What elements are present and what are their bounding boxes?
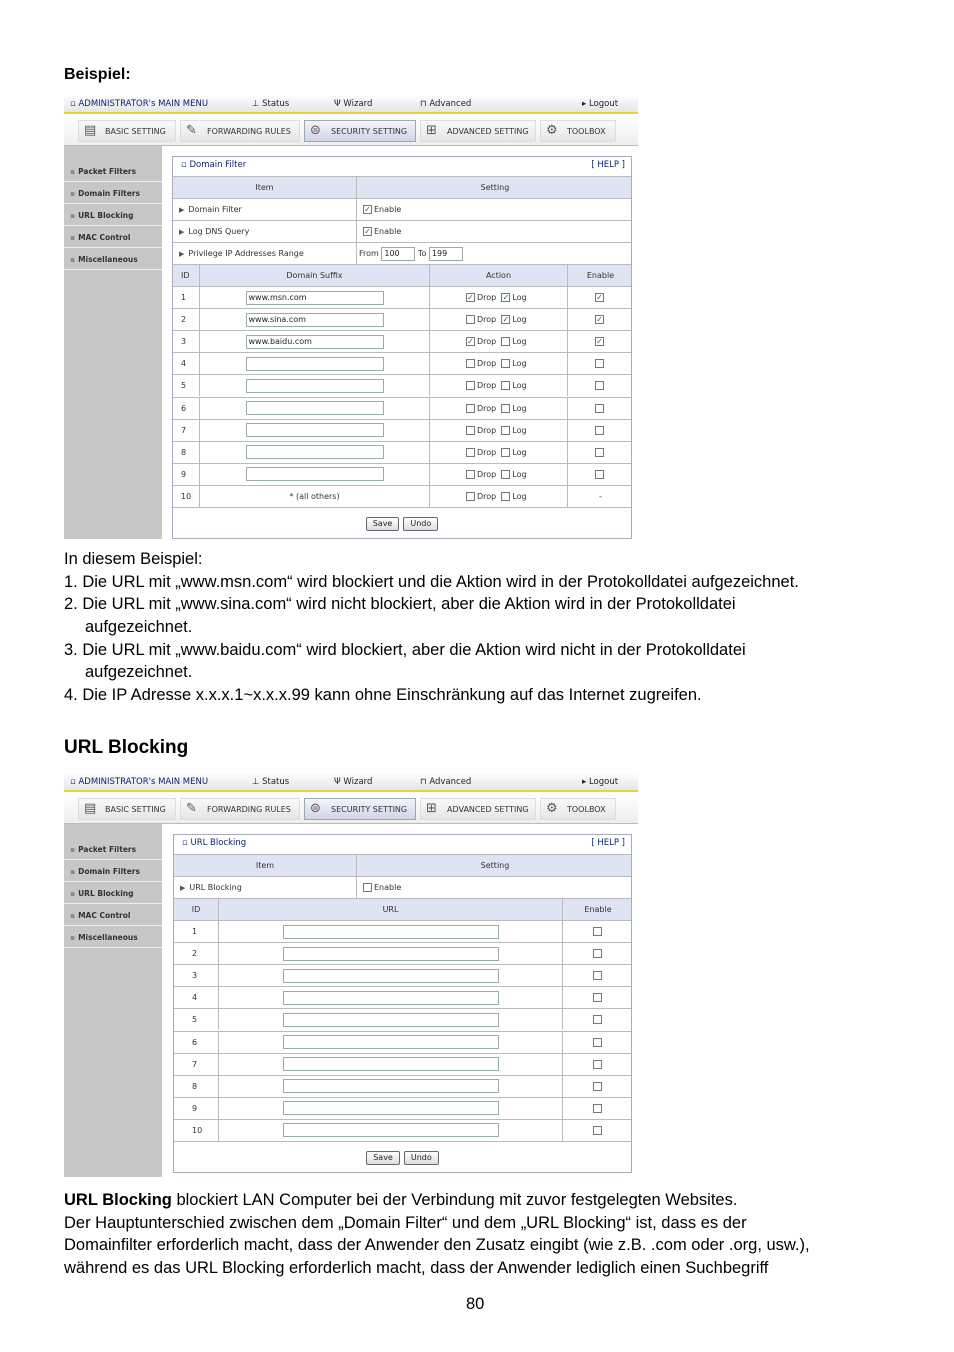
setting-row-domain-filter: ▶ Domain Filter ✓ Enable [173,198,631,220]
tab-toolbox[interactable]: ⚙ TOOLBOX [540,120,616,142]
url-blocking-description-line-4: während es das URL Blocking erforderlich macht, dass der Anwender lediglich einen Suchbegriff [64,1259,769,1277]
sidebar-item-domain-filters[interactable]: ▪ Domain Filters [64,861,162,882]
enable-checkbox[interactable] [593,1015,602,1024]
table-row: 3 www.baidu.com ✓ Drop Log ✓ [173,330,631,352]
enable-checkbox[interactable] [595,404,604,413]
tab-forwarding-rules[interactable]: ✎ FORWARDING RULES [180,798,300,820]
sidebar-item-miscellaneous[interactable]: ▪ Miscellaneous [64,249,162,270]
advanced-link[interactable]: ⊓ Advanced [420,99,472,109]
enable-checkbox[interactable] [595,448,604,457]
log-dns-enable-checkbox[interactable]: ✓ [364,227,371,236]
advanced-link[interactable]: ⊓ Advanced [420,777,472,787]
forwarding-icon: ✎ [186,123,197,138]
advanced-icon: ⊓ [420,99,427,109]
enable-checkbox[interactable] [593,1082,602,1091]
enable-checkbox[interactable] [595,359,604,368]
domain-suffix-input[interactable] [246,467,384,481]
sidebar-item-url-blocking[interactable]: ▪ URL Blocking [64,205,162,226]
router-sidebar [64,146,162,539]
arrow-icon: ▶ [179,205,185,214]
arrow-icon: ▶ [179,249,185,258]
table-row: 3 [174,964,631,986]
beispiel-item-4: 4. Die IP Adresse x.x.x.1~x.x.x.99 kann ohne Einschränkung auf das Internet zugreifen. [64,686,702,704]
settings-header-row: Item Setting [174,854,631,876]
url-blocking-description-line-2: Der Hauptunterschied zwischen dem „Domain Filter“ und dem „URL Blocking“ ist, dass es der [64,1214,747,1232]
table-row: 10 * (all others) Drop Log - [173,485,631,507]
url-blocking-panel [173,834,632,1173]
sidebar-item-url-blocking[interactable]: ▪ URL Blocking [64,883,162,904]
url-input[interactable] [283,969,499,983]
domain-suffix-input[interactable] [246,357,384,371]
url-input[interactable] [283,1035,499,1049]
table-row: 7 Drop Log [173,419,631,441]
security-icon: ⊜ [310,123,321,138]
security-icon: ⊜ [310,801,321,816]
table-row: 4 [174,986,631,1008]
button-row [173,507,631,540]
setting-row-log-dns: ▶ Log DNS Query ✓ Enable [173,220,631,242]
folder-icon: ▤ [84,123,97,138]
save-button[interactable]: Save [366,1151,400,1165]
folder-icon: ▤ [84,801,97,816]
beispiel-intro: In diesem Beispiel: [64,550,203,568]
beispiel-item-3-cont: aufgezeichnet. [85,663,193,681]
domain-suffix-input[interactable]: www.msn.com [246,291,384,305]
admin-menu-link[interactable]: ▫ ADMINISTRATOR's MAIN MENU [70,99,209,109]
router-sidebar [64,824,162,1177]
beispiel-item-3: 3. Die URL mit „www.baidu.com“ wird blockiert, aber die Aktion wird nicht in der Protokolldatei [64,641,746,659]
item-header: Item [255,183,274,192]
toolbox-icon: ⚙ [546,123,558,138]
drop-checkbox[interactable] [466,315,475,324]
sidebar-item-miscellaneous[interactable]: ▪ Miscellaneous [64,927,162,948]
status-link[interactable]: ⊥ Status [252,99,290,109]
status-icon: ⊥ [252,99,260,109]
drop-checkbox[interactable] [466,426,475,435]
log-checkbox[interactable]: ✓ [502,293,510,302]
enable-checkbox[interactable] [593,1038,602,1047]
domain-suffix-input[interactable] [246,401,384,415]
table-row: 1 www.msn.com ✓ Drop ✓ Log ✓ [173,286,631,308]
url-input[interactable] [283,1013,499,1027]
beispiel-item-2: 2. Die URL mit „www.sina.com“ wird nicht blockiert, aber die Aktion wird in der Protokolldatei [64,595,736,613]
setting-row-privilege-ip: ▶ Privilege IP Addresses Range From 100 To 199 [173,242,631,264]
url-input[interactable] [283,1101,499,1115]
domain-suffix-input[interactable] [246,379,384,393]
log-checkbox[interactable] [501,359,510,368]
router-tabs [64,116,638,146]
logout-link[interactable]: ▸ Logout [582,99,619,109]
heading-url-blocking: URL Blocking [64,737,189,758]
wizard-icon: Ψ [334,99,341,109]
enable-checkbox[interactable] [593,1104,602,1113]
sidebar-item-mac-control[interactable]: ▪ MAC Control [64,227,162,248]
url-input[interactable] [283,947,499,961]
drop-checkbox[interactable] [466,359,475,368]
tab-advanced-setting[interactable]: ⊞ ADVANCED SETTING [420,798,536,820]
router-topbar [64,96,638,114]
table-row: 8 Drop Log [173,441,631,463]
advanced-setting-icon: ⊞ [426,801,437,816]
url-input[interactable] [283,1079,499,1093]
settings-header-row [173,176,631,198]
wizard-link[interactable]: Ψ Wizard [334,99,373,109]
sidebar-item-mac-control[interactable]: ▪ MAC Control [64,905,162,926]
beispiel-item-2-cont: aufgezeichnet. [85,618,193,636]
domain-suffix-input[interactable] [246,423,384,437]
log-checkbox[interactable] [501,337,510,346]
log-checkbox[interactable] [501,448,510,457]
enable-checkbox[interactable] [593,1060,602,1069]
log-checkbox[interactable] [501,381,510,390]
logout-link[interactable]: ▸ Logout [582,777,619,787]
table-row: 1 [174,920,631,942]
url-input[interactable] [283,1057,499,1071]
enable-checkbox[interactable] [595,381,604,390]
enable-checkbox[interactable]: ✓ [596,337,603,347]
url-blocking-description-line-3: Domainfilter erforderlich macht, dass der Anwender den Zusatz eingibt (wie z.B. .com oder .org, usw.), [64,1236,810,1254]
domain-suffix-input[interactable]: www.baidu.com [246,335,384,349]
drop-checkbox[interactable]: ✓ [467,293,474,302]
forwarding-icon: ✎ [186,801,197,816]
table-row: 9 [174,1097,631,1119]
enable-checkbox[interactable] [595,426,604,435]
undo-button[interactable]: Undo [403,517,438,531]
enable-checkbox[interactable] [593,949,602,958]
table-row: 2 [174,942,631,964]
domain-filter-panel [172,156,632,539]
table-row: 5 [174,1008,631,1030]
table-row: 9 Drop Log [173,463,631,485]
table-row: 8 [174,1075,631,1097]
log-checkbox[interactable]: ✓ [502,315,510,325]
drop-checkbox[interactable] [466,381,475,390]
arrow-icon: ▶ [180,883,186,892]
domain-suffix-input[interactable] [246,445,384,459]
url-blocking-screenshot [64,774,638,1177]
tab-toolbox[interactable]: ⚙ TOOLBOX [540,798,616,820]
table-row: 2 www.sina.com Drop ✓ Log ✓ [173,308,631,330]
heading-beispiel: Beispiel: [64,66,131,83]
domain-filter-screenshot [64,96,638,539]
setting-header: Setting [356,177,633,198]
status-icon: ⊥ [252,777,260,787]
page-number: 80 [466,1295,485,1313]
enable-checkbox[interactable] [593,927,602,936]
url-input[interactable] [283,925,499,939]
log-checkbox[interactable] [501,404,510,413]
drop-checkbox[interactable]: ✓ [467,337,474,347]
sidebar-item-packet-filters[interactable]: ▪ Packet Filters [64,839,162,860]
table-row: 6 [174,1031,631,1053]
wizard-icon: Ψ [334,777,341,787]
url-input[interactable] [283,1123,499,1137]
domain-table-header: ID Domain Suffix Action Enable [173,264,631,286]
beispiel-item-1: 1. Die URL mit „www.msn.com“ wird blockiert und die Aktion wird in der Protokolldatei aufgezeichnet. [64,573,799,591]
toolbox-icon: ⚙ [546,801,558,816]
router-topbar [64,774,638,792]
tab-security-setting[interactable]: ⊜ SECURITY SETTING [304,120,416,142]
tab-basic-setting[interactable]: ▤ BASIC SETTING [78,120,176,142]
enable-checkbox[interactable] [593,993,602,1002]
table-row: 6 Drop Log [173,397,631,419]
tab-advanced-setting[interactable]: ⊞ ADVANCED SETTING [420,120,536,142]
enable-checkbox[interactable]: ✓ [596,293,603,302]
setting-row-url-blocking: ▶ URL Blocking Enable [174,876,631,898]
tab-basic-setting[interactable]: ▤ BASIC SETTING [78,798,176,820]
log-checkbox[interactable] [501,470,510,479]
sidebar-item-packet-filters[interactable]: ▪ Packet Filters [64,161,162,182]
help-link[interactable]: [ HELP ] [591,160,625,170]
admin-menu-link[interactable]: ▫ ADMINISTRATOR's MAIN MENU [70,777,209,787]
status-link[interactable]: ⊥ Status [252,777,290,787]
save-button[interactable]: Save [366,517,400,531]
drop-checkbox[interactable] [466,492,475,501]
domain-filter-enable-checkbox[interactable]: ✓ [364,205,371,214]
tab-security-setting[interactable]: ⊜ SECURITY SETTING [304,798,416,820]
url-input[interactable] [283,991,499,1005]
advanced-setting-icon: ⊞ [426,123,437,138]
table-row: 10 [174,1119,631,1141]
undo-button[interactable]: Undo [404,1151,439,1165]
to-ip-input[interactable]: 199 [429,247,463,261]
drop-checkbox[interactable] [466,470,475,479]
arrow-icon: ▶ [179,227,185,236]
domain-suffix-input[interactable]: www.sina.com [246,313,384,327]
wizard-link[interactable]: Ψ Wizard [334,777,373,787]
enable-checkbox[interactable] [593,971,602,980]
table-row: 5 Drop Log [173,374,631,396]
url-table-header: ID URL Enable [174,898,631,920]
enable-checkbox[interactable]: ✓ [596,315,603,325]
from-ip-input[interactable]: 100 [381,247,415,261]
log-checkbox[interactable] [501,492,510,501]
table-row: 4 Drop Log [173,352,631,374]
panel-title: ▫ URL Blocking [ HELP ] [174,835,631,852]
router-tabs [64,794,638,824]
drop-checkbox[interactable] [466,448,475,457]
table-row: 7 [174,1053,631,1075]
url-blocking-description-line-1: URL Blocking blockiert LAN Computer bei der Verbindung mit zuvor festgelegten Websites. [64,1191,738,1209]
tab-forwarding-rules[interactable]: ✎ FORWARDING RULES [180,120,300,142]
help-link[interactable]: [ HELP ] [591,838,625,848]
drop-checkbox[interactable] [466,404,475,413]
panel-title: ▫ Domain Filter [ HELP ] [173,157,631,174]
sidebar-item-domain-filters[interactable]: ▪ Domain Filters [64,183,162,204]
button-row [174,1141,631,1174]
advanced-icon: ⊓ [420,777,427,787]
enable-checkbox[interactable] [593,1126,602,1135]
enable-checkbox[interactable] [595,470,604,479]
log-checkbox[interactable] [501,426,510,435]
url-blocking-enable-checkbox[interactable] [363,883,372,892]
